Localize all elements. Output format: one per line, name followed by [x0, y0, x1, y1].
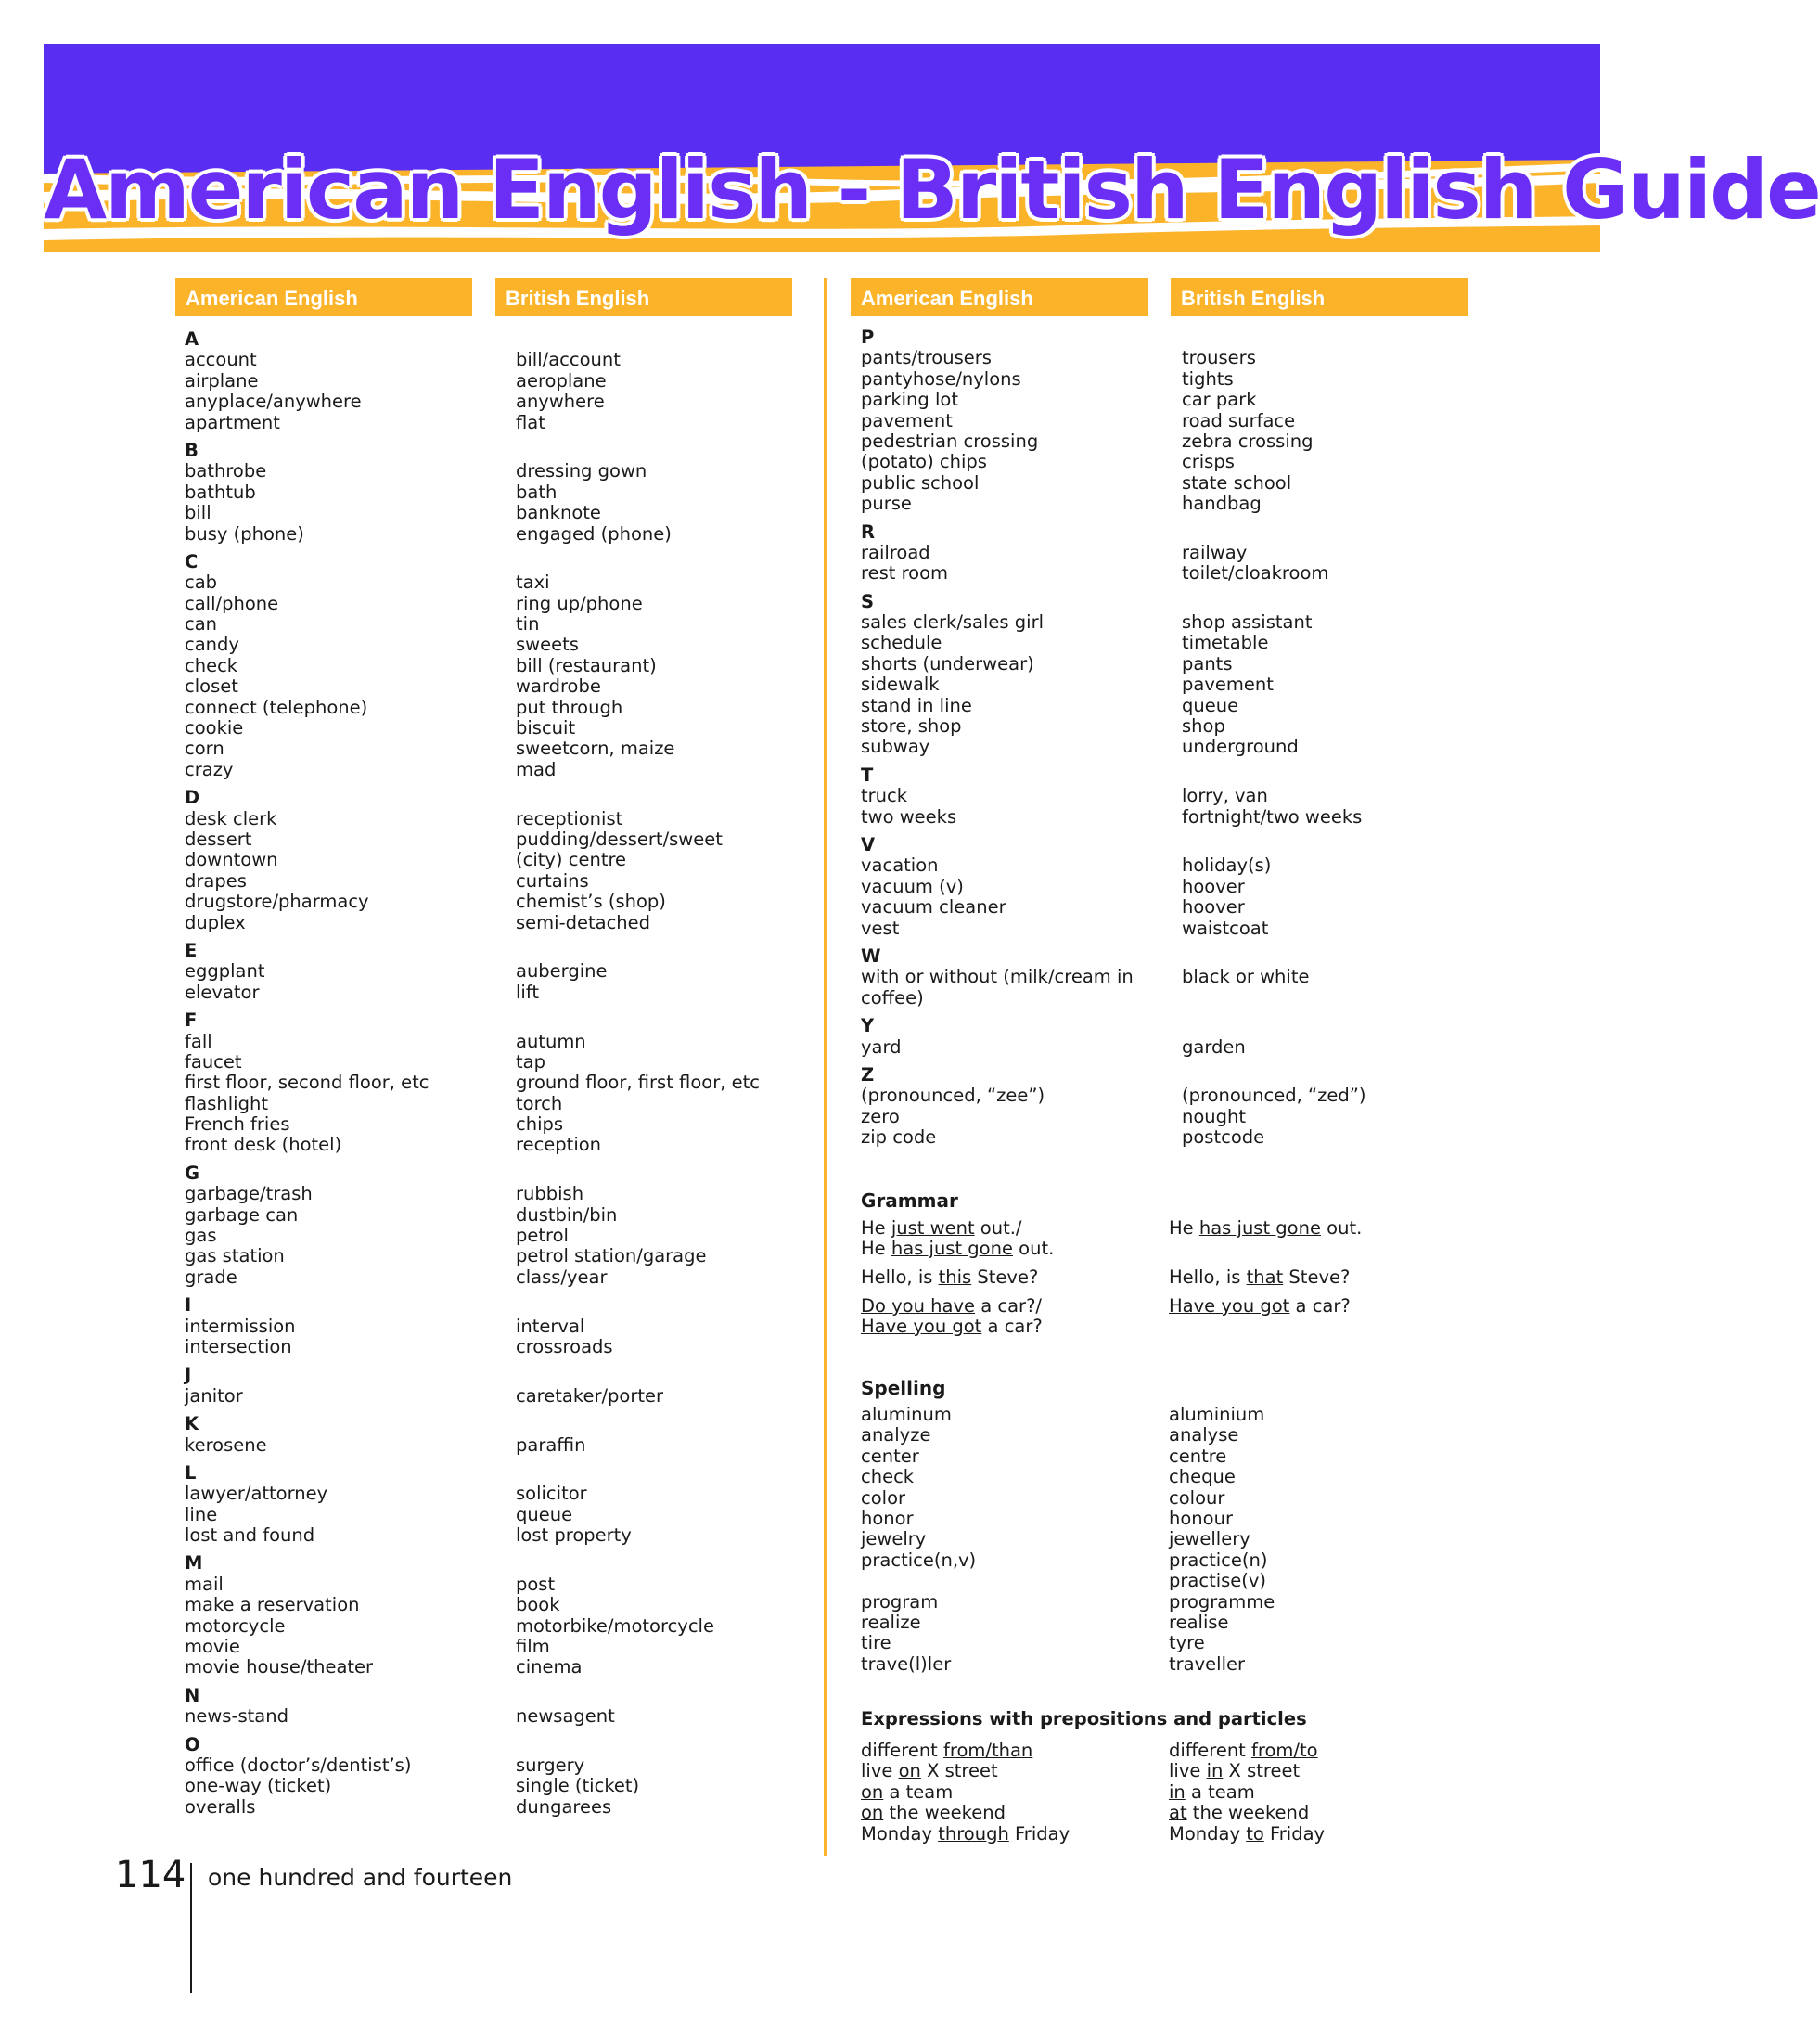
british-term: nought: [1182, 1105, 1247, 1127]
british-term: (city) centre: [516, 849, 627, 871]
american-term: desk clerk: [185, 807, 277, 829]
american-term: one-way (ticket): [185, 1775, 332, 1797]
american-term: eggplant: [185, 960, 265, 983]
section-letter: Y: [861, 1015, 875, 1037]
british-term: class/year: [516, 1266, 608, 1288]
american-term: subway: [861, 736, 930, 758]
american-term: mail: [185, 1573, 224, 1595]
british-term: handbag: [1182, 493, 1262, 515]
section-letter-spacer: [516, 1010, 760, 1031]
british-term: caretaker/porter: [516, 1384, 664, 1407]
british-term: chemist’s (shop): [516, 891, 666, 913]
spelling-word: center: [861, 1445, 919, 1467]
british-term: pavement: [1182, 674, 1274, 696]
section-letter-spacer: [516, 941, 760, 961]
british-term: underground: [1182, 736, 1299, 758]
british-term: queue: [1182, 694, 1239, 716]
british-term: dressing gown: [516, 460, 647, 482]
british-term: book: [516, 1594, 560, 1616]
american-term: vacuum (v): [861, 875, 964, 897]
american-term: news-stand: [185, 1705, 288, 1728]
section-letter: B: [185, 439, 199, 461]
section-letter: K: [185, 1413, 199, 1435]
british-term: car park: [1182, 389, 1257, 411]
british-term: paraffin: [516, 1433, 586, 1456]
section-letter: O: [185, 1733, 200, 1755]
spelling-word: program: [861, 1590, 939, 1613]
section-letter: T: [861, 764, 874, 786]
british-term: postcode: [1182, 1126, 1265, 1149]
american-term: anyplace/anywhere: [185, 391, 362, 413]
american-term: gas: [185, 1225, 217, 1247]
british-term: bill/account: [516, 349, 621, 371]
american-term: bathrobe: [185, 460, 267, 482]
british-term: waistcoat: [1182, 917, 1269, 939]
american-term: cab: [185, 572, 218, 594]
grammar-american-2: He has just gone out.: [861, 1238, 1055, 1259]
column-header-american-right: American English: [851, 278, 1148, 316]
american-term: bill: [185, 502, 211, 524]
american-term: intermission: [185, 1315, 296, 1337]
british-term: [1182, 988, 1365, 1009]
spelling-word: practice(n): [1169, 1549, 1268, 1571]
american-term: faucet: [185, 1050, 242, 1073]
section-letter-spacer: [516, 1686, 760, 1706]
british-term: aubergine: [516, 960, 608, 983]
section-letter-spacer: [1182, 592, 1365, 612]
british-term: bill (restaurant): [516, 654, 657, 676]
american-term: parking lot: [861, 389, 958, 411]
grammar-american-1: He just went out./: [861, 1217, 1022, 1239]
section-letter: Z: [861, 1063, 875, 1086]
british-term: engaged (phone): [516, 522, 672, 545]
american-term: candy: [185, 634, 239, 656]
section-letter-spacer: [1182, 1016, 1365, 1036]
american-term: with or without (milk/cream in: [861, 966, 1134, 988]
american-term: drugstore/pharmacy: [185, 891, 369, 913]
american-term: elevator: [185, 981, 260, 1003]
american-term: account: [185, 349, 257, 371]
expression-american: live on X street: [861, 1760, 998, 1782]
british-term: trousers: [1182, 347, 1256, 369]
grammar-american-5: Have you got a car?: [861, 1316, 1043, 1337]
british-term: chips: [516, 1113, 564, 1136]
grammar-heading: Grammar: [861, 1189, 958, 1212]
british-term: banknote: [516, 502, 601, 524]
american-term: grade: [185, 1266, 237, 1288]
spelling-word: aluminum: [861, 1404, 952, 1425]
expression-british: different from/to: [1169, 1740, 1318, 1761]
section-letter: W: [861, 945, 881, 967]
american-term: garbage can: [185, 1203, 299, 1226]
american-term: connect (telephone): [185, 696, 368, 718]
section-letter: D: [185, 787, 200, 809]
british-term: bath: [516, 481, 558, 503]
page-number: 114: [115, 1854, 186, 1896]
british-term: crossroads: [516, 1335, 613, 1357]
american-term: sidewalk: [861, 674, 940, 696]
section-letter-spacer: [1182, 1065, 1365, 1086]
section-letter: P: [861, 327, 875, 348]
british-term: pants: [1182, 652, 1233, 675]
spelling-word: realise: [1169, 1611, 1229, 1633]
american-term: janitor: [185, 1384, 243, 1407]
british-term: road surface: [1182, 409, 1296, 431]
american-term: corn: [185, 738, 224, 760]
american-term: pavement: [861, 409, 953, 431]
american-term: lawyer/attorney: [185, 1483, 328, 1505]
british-term: hoover: [1182, 875, 1245, 897]
british-term: sweets: [516, 634, 579, 656]
spelling-word: check: [861, 1466, 915, 1488]
british-term: curtains: [516, 869, 589, 892]
american-term: dessert: [185, 828, 252, 850]
expression-american: on a team: [861, 1780, 954, 1803]
spelling-word: practise(v): [1169, 1570, 1267, 1592]
american-term: downtown: [185, 849, 278, 871]
section-letter: A: [185, 328, 199, 350]
spelling-word: honour: [1169, 1507, 1233, 1529]
spelling-word: tyre: [1169, 1632, 1205, 1654]
british-term: lorry, van: [1182, 785, 1268, 807]
american-term: drapes: [185, 869, 247, 892]
section-letter-spacer: [516, 329, 760, 350]
british-term: timetable: [1182, 632, 1269, 654]
american-term: duplex: [185, 911, 246, 933]
section-letter: C: [185, 550, 199, 572]
british-term: tap: [516, 1050, 545, 1073]
spelling-american-list: [861, 1405, 976, 1675]
american-term: check: [185, 654, 238, 676]
spelling-word: tire: [861, 1632, 891, 1654]
spelling-word: jewellery: [1169, 1528, 1250, 1550]
american-term: schedule: [861, 632, 942, 654]
british-term: fortnight/two weeks: [1182, 805, 1363, 828]
column-divider: [824, 278, 827, 1856]
british-term: flat: [516, 411, 545, 433]
section-letter: E: [185, 939, 198, 961]
expression-british: Monday to Friday: [1169, 1822, 1326, 1845]
british-term: dustbin/bin: [516, 1203, 618, 1226]
american-term: front desk (hotel): [185, 1134, 342, 1156]
british-term: holiday(s): [1182, 855, 1272, 877]
spelling-word: aluminium: [1169, 1404, 1265, 1425]
section-letter-spacer: [516, 1365, 760, 1385]
american-term: pantyhose/nylons: [861, 367, 1021, 390]
american-term: can: [185, 613, 218, 636]
british-term: aeroplane: [516, 369, 607, 392]
american-term: overalls: [185, 1795, 256, 1818]
american-term: motorcycle: [185, 1614, 286, 1637]
american-term: closet: [185, 675, 238, 698]
spelling-word: analyze: [861, 1424, 931, 1446]
british-term: petrol station/garage: [516, 1245, 707, 1267]
section-letter-spacer: [516, 1163, 760, 1184]
spelling-word: practice(n,v): [861, 1549, 977, 1571]
american-term: apartment: [185, 411, 280, 433]
page-title: American English - British English Guide: [44, 142, 1820, 238]
american-term: railroad: [861, 541, 930, 563]
page-number-words: one hundred and fourteen: [208, 1864, 513, 1891]
expression-british: live in X street: [1169, 1760, 1301, 1782]
column-header-british-right: British English: [1171, 278, 1468, 316]
section-letter: I: [185, 1294, 192, 1317]
grammar-british-3: Hello, is that Steve?: [1169, 1266, 1351, 1288]
british-term: state school: [1182, 471, 1292, 494]
british-term: ground floor, first floor, etc: [516, 1072, 760, 1094]
british-term: sweetcorn, maize: [516, 738, 675, 760]
american-term: office (doctor’s/dentist’s): [185, 1755, 412, 1776]
section-letter-spacer: [1182, 765, 1365, 786]
american-term: truck: [861, 785, 908, 807]
american-term: pedestrian crossing: [861, 430, 1039, 452]
british-term: dungarees: [516, 1795, 612, 1818]
american-term: first floor, second floor, etc: [185, 1072, 429, 1094]
american-term: line: [185, 1503, 218, 1525]
american-term: kerosene: [185, 1433, 267, 1456]
british-term: cinema: [516, 1656, 583, 1678]
british-term: reception: [516, 1134, 602, 1156]
american-term: vacation: [861, 855, 939, 877]
spelling-word: jewelry: [861, 1528, 927, 1550]
section-letter-spacer: [516, 441, 760, 461]
american-term: zero: [861, 1105, 900, 1127]
american-term: yard: [861, 1035, 902, 1058]
american-term: airplane: [185, 369, 259, 392]
section-letter-spacer: [516, 788, 760, 808]
american-term: stand in line: [861, 694, 972, 716]
american-term: gas station: [185, 1245, 285, 1267]
grammar-british-4: Have you got a car?: [1169, 1295, 1351, 1317]
british-term: hoover: [1182, 896, 1245, 919]
american-term: garbage/trash: [185, 1183, 313, 1205]
british-term: newsagent: [516, 1705, 615, 1728]
british-term: anywhere: [516, 391, 605, 413]
section-letter: M: [185, 1552, 203, 1575]
section-letter: F: [185, 1009, 198, 1032]
spelling-word: programme: [1169, 1590, 1275, 1613]
spelling-british-list: [1169, 1405, 1275, 1675]
spelling-word: colour: [1169, 1486, 1225, 1509]
british-term: biscuit: [516, 717, 576, 739]
british-term: interval: [516, 1315, 585, 1337]
american-term: call/phone: [185, 592, 279, 614]
american-term: make a reservation: [185, 1594, 360, 1616]
grammar-american-3: Hello, is this Steve?: [861, 1266, 1039, 1288]
section-letter-spacer: [516, 552, 760, 572]
spelling-word: realize: [861, 1611, 921, 1633]
american-term: bathtub: [185, 481, 256, 503]
column-header-american-left: American English: [175, 278, 472, 316]
american-term: (pronounced, “zee”): [861, 1085, 1045, 1107]
british-term: pudding/dessert/sweet: [516, 828, 723, 850]
american-term: rest room: [861, 562, 949, 585]
section-letter: R: [861, 521, 876, 543]
section-letter: N: [185, 1684, 200, 1706]
british-term: receptionist: [516, 807, 623, 829]
left-american-list: [185, 329, 429, 1818]
grammar-british-1: He has just gone out.: [1169, 1217, 1363, 1239]
american-term: vacuum cleaner: [861, 896, 1006, 919]
spelling-word: traveller: [1169, 1652, 1245, 1675]
expression-british: in a team: [1169, 1780, 1255, 1803]
british-term: toilet/cloakroom: [1182, 562, 1329, 585]
american-term: store, shop: [861, 715, 962, 738]
british-term: railway: [1182, 541, 1248, 563]
british-term: lift: [516, 981, 540, 1003]
column-header-british-left: British English: [495, 278, 792, 316]
spelling-word: analyse: [1169, 1424, 1239, 1446]
expression-american: different from/than: [861, 1740, 1033, 1761]
spelling-word: honor: [861, 1507, 914, 1529]
british-term: mad: [516, 758, 557, 780]
left-british-list: [516, 329, 760, 1818]
expressions-heading: Expressions with prepositions and particles: [861, 1708, 1307, 1729]
section-letter-spacer: [516, 1735, 760, 1755]
american-term: movie house/theater: [185, 1656, 374, 1678]
american-term: cookie: [185, 717, 244, 739]
expression-american: on the weekend: [861, 1802, 1006, 1824]
american-term: fall: [185, 1030, 212, 1052]
british-term: tin: [516, 613, 540, 636]
british-term: torch: [516, 1092, 563, 1114]
section-letter-spacer: [1182, 328, 1365, 348]
british-term: taxi: [516, 572, 550, 594]
british-term: black or white: [1182, 966, 1310, 988]
british-term: queue: [516, 1503, 573, 1525]
spelling-word: color: [861, 1486, 906, 1509]
british-term: petrol: [516, 1225, 569, 1247]
spelling-word: trave(l)ler: [861, 1652, 952, 1675]
british-term: ring up/phone: [516, 592, 643, 614]
british-term: zebra crossing: [1182, 430, 1314, 452]
spelling-word: [861, 1571, 976, 1591]
right-american-list: [861, 328, 1134, 1148]
section-letter: V: [861, 833, 876, 855]
american-term: two weeks: [861, 805, 957, 828]
right-british-list: [1182, 328, 1365, 1148]
section-letter-spacer: [1182, 835, 1365, 855]
expression-american: Monday through Friday: [861, 1822, 1070, 1845]
british-term: crisps: [1182, 451, 1235, 473]
spelling-word: centre: [1169, 1445, 1227, 1467]
british-term: tights: [1182, 367, 1234, 390]
spelling-heading: Spelling: [861, 1377, 946, 1399]
american-term: crazy: [185, 758, 234, 780]
section-letter: L: [185, 1461, 197, 1484]
british-term: semi-detached: [516, 911, 651, 933]
section-letter-spacer: [1182, 946, 1365, 967]
section-letter-spacer: [1182, 522, 1365, 543]
american-term: lost and found: [185, 1524, 315, 1547]
american-term: flashlight: [185, 1092, 268, 1114]
british-term: solicitor: [516, 1483, 587, 1505]
american-term: zip code: [861, 1126, 937, 1149]
american-term: coffee): [861, 986, 924, 1009]
british-term: film: [516, 1636, 550, 1658]
section-letter-spacer: [516, 1463, 760, 1484]
british-term: lost property: [516, 1524, 632, 1547]
spelling-word: cheque: [1169, 1466, 1236, 1488]
british-term: garden: [1182, 1035, 1246, 1058]
section-letter-spacer: [516, 1295, 760, 1316]
british-term: post: [516, 1573, 556, 1595]
american-term: public school: [861, 471, 980, 494]
section-letter: J: [185, 1364, 192, 1386]
british-term: single (ticket): [516, 1775, 640, 1797]
american-term: vest: [861, 917, 900, 939]
american-term: purse: [861, 493, 912, 515]
page-number-rule: [190, 1863, 192, 1993]
british-term: motorbike/motorcycle: [516, 1614, 714, 1637]
expression-british: at the weekend: [1169, 1802, 1310, 1824]
section-letter-spacer: [516, 1414, 760, 1434]
american-term: movie: [185, 1636, 240, 1658]
grammar-american-4: Do you have a car?/: [861, 1295, 1042, 1317]
british-term: rubbish: [516, 1183, 584, 1205]
section-letter-spacer: [516, 1553, 760, 1574]
british-term: shop: [1182, 715, 1225, 738]
american-term: shorts (underwear): [861, 652, 1034, 675]
american-term: intersection: [185, 1335, 292, 1357]
british-term: wardrobe: [516, 675, 601, 698]
american-term: busy (phone): [185, 522, 304, 545]
american-term: sales clerk/sales girl: [861, 611, 1045, 634]
british-term: shop assistant: [1182, 611, 1313, 634]
american-term: (potato) chips: [861, 451, 987, 473]
british-term: surgery: [516, 1755, 585, 1776]
british-term: autumn: [516, 1030, 586, 1052]
section-letter: S: [861, 590, 875, 612]
american-term: French fries: [185, 1113, 290, 1136]
british-term: put through: [516, 696, 623, 718]
american-term: pants/trousers: [861, 347, 992, 369]
british-term: (pronounced, “zed”): [1182, 1085, 1366, 1107]
section-letter: G: [185, 1162, 200, 1184]
page-header-banner: [44, 44, 1820, 252]
